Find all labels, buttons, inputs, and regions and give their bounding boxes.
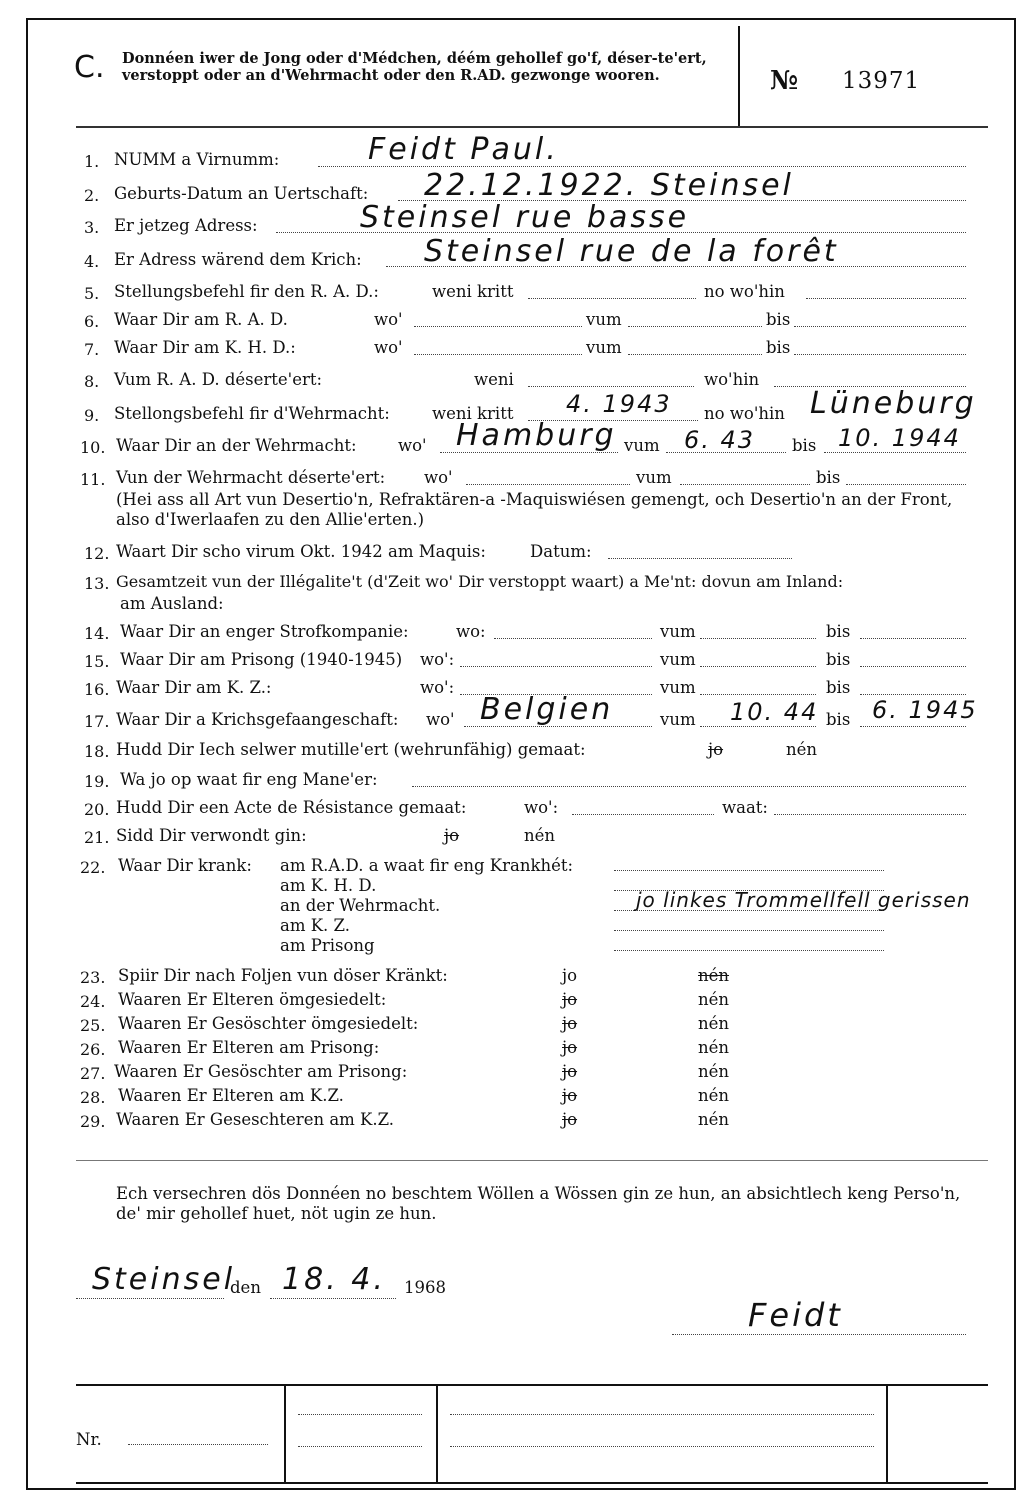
row-number: 1. [84, 152, 100, 171]
field-sublabel: wo' [374, 338, 403, 357]
option-no: nén [786, 740, 818, 759]
row-number: 4. [84, 252, 100, 271]
field-label: Vun der Wehrmacht déserte'ert: [116, 468, 386, 487]
dotted-line [450, 1414, 874, 1415]
dotted-line [298, 1414, 422, 1415]
field-sublabel: vum [660, 710, 696, 729]
field-sublabel: wo': [524, 798, 559, 817]
dotted-line [824, 452, 966, 453]
field-sublabel: vum [660, 650, 696, 669]
form-title: Donnéen iwer de Jong oder d'Médchen, déém gehollef go'f, déser-te'ert, verstoppt oder an d'Wehrmacht oder den R.AD. gezwonge wooren. [122, 50, 707, 84]
handwritten-place: Steinsel [92, 1262, 236, 1297]
field-sublabel: vum [586, 338, 622, 357]
header-rule [76, 126, 988, 128]
dotted-line [494, 638, 652, 639]
field-sublabel: wo' [426, 710, 455, 729]
row-number: 20. [84, 800, 110, 819]
row-number: 29. [80, 1112, 106, 1131]
field-sublabel: wo' [374, 310, 403, 329]
field-label: Gesamtzeit vun der Illégalite't (d'Zeit wo' Dir verstoppt waart) a Me'nt: dovun am Inland: [116, 572, 844, 591]
section-letter: C. [74, 50, 105, 85]
signature: Feidt [748, 1296, 843, 1334]
field-sublabel: wo' [424, 468, 453, 487]
field-sublabel: bis [826, 710, 851, 729]
row-number: 26. [80, 1040, 106, 1059]
field-label: Waaren Er Elteren am K.Z. [118, 1086, 344, 1105]
dotted-line [700, 726, 816, 727]
dotted-line [806, 298, 966, 299]
handwritten-name: Feidt Paul. [368, 132, 559, 167]
option-no: nén [698, 1062, 730, 1081]
option-yes: jo [562, 1062, 578, 1081]
field-label: Spiir Dir nach Foljen vun döser Kränkt: [118, 966, 448, 985]
dotted-line [794, 354, 966, 355]
dotted-line [794, 326, 966, 327]
dotted-line [774, 814, 966, 815]
row-number: 17. [84, 712, 110, 731]
dotted-line [412, 786, 966, 787]
handwritten-value: 4. 1943 [566, 390, 672, 418]
field-sublabel: no wo'hin [704, 404, 785, 423]
option-yes: jo [562, 1110, 578, 1129]
dotted-line [700, 638, 816, 639]
option-yes: jo [444, 826, 460, 845]
dotted-line [860, 638, 966, 639]
dotted-line [414, 326, 582, 327]
dotted-line [466, 484, 630, 485]
option-no: nén [698, 1110, 730, 1129]
field-sublabel: am K. H. D. [280, 876, 377, 895]
dotted-line [528, 386, 694, 387]
field-label: Waar Dir am Prisong (1940-1945) [120, 650, 403, 669]
row-number: 24. [80, 992, 106, 1011]
row-number: 15. [84, 652, 110, 671]
field-label: Waar Dir an enger Strofkompanie: [120, 622, 409, 641]
option-no: nén [698, 1014, 730, 1033]
field-sublabel: bis [826, 622, 851, 641]
dotted-line [528, 298, 696, 299]
row-number: 11. [80, 470, 106, 489]
row-number: 10. [80, 438, 106, 457]
field-sublabel: wo' [398, 436, 427, 455]
field-label: Waar Dir am K. H. D.: [114, 338, 296, 357]
row-number: 18. [84, 742, 110, 761]
row-number: 28. [80, 1088, 106, 1107]
field-label-address: Er jetzeg Adress: [114, 216, 258, 235]
field-label-war-address: Er Adress wärend dem Krich: [114, 250, 362, 269]
field-sublabel: wo': [420, 650, 455, 669]
field-sublabel: weni kritt [432, 404, 514, 423]
field-label: Vum R. A. D. déserte'ert: [114, 370, 323, 389]
row-number: 5. [84, 284, 100, 303]
field-sublabel: bis [766, 310, 791, 329]
option-no: nén [698, 990, 730, 1009]
dotted-line [614, 950, 884, 951]
field-note: (Hei ass all Art vun Desertio'n, Refraktären-a -Maquiswiésen gemengt, och Desertio'n an der Front, also d'Iwerlaafen zu den Allie'erten.) [116, 490, 953, 529]
dotted-line [628, 326, 762, 327]
option-no: nén [698, 1038, 730, 1057]
dotted-line [450, 1446, 874, 1447]
dotted-line [572, 814, 714, 815]
field-label: Waaren Er Elteren ömgesiedelt: [118, 990, 387, 1009]
field-label: Waar Dir an der Wehrmacht: [116, 436, 357, 455]
nr-label: Nr. [76, 1430, 102, 1449]
field-sublabel: Datum: [530, 542, 592, 561]
row-number: 23. [80, 968, 106, 987]
row-number: 7. [84, 340, 100, 359]
field-label: Wa jo op waat fir eng Mane'er: [120, 770, 378, 789]
field-sublabel: vum [660, 678, 696, 697]
year-label: 1968 [404, 1278, 446, 1297]
dotted-line [700, 666, 816, 667]
option-no: nén [524, 826, 556, 845]
dotted-line [460, 666, 652, 667]
field-sublabel: waat: [722, 798, 768, 817]
row-number: 9. [84, 406, 100, 425]
table-column-divider [284, 1386, 286, 1482]
option-no: nén [698, 1086, 730, 1105]
dotted-line [628, 354, 762, 355]
dotted-line [270, 1298, 396, 1299]
field-label-birth: Geburts-Datum an Uertschaft: [114, 184, 369, 203]
field-label: Sidd Dir verwondt gin: [116, 826, 307, 845]
dotted-line [860, 666, 966, 667]
field-label: Waar Dir a Krichsgefaangeschaft: [116, 710, 399, 729]
field-sublabel: wo: [456, 622, 486, 641]
field-sublabel: bis [766, 338, 791, 357]
row-number: 27. [80, 1064, 106, 1083]
field-label: Waaren Er Gesöschter am Prisong: [114, 1062, 408, 1081]
row-number: 8. [84, 372, 100, 391]
field-label: Waar Dir am K. Z.: [116, 678, 272, 697]
option-yes: jo [562, 1086, 578, 1105]
field-sublabel: am Ausland: [120, 594, 224, 613]
field-label: Hudd Dir Iech selwer mutille'ert (wehrunfähig) gemaat: [116, 740, 586, 759]
dotted-line [128, 1444, 268, 1445]
field-sublabel: wo'hin [704, 370, 760, 389]
dotted-line [414, 354, 582, 355]
field-sublabel: am K. Z. [280, 916, 350, 935]
dotted-line [860, 694, 966, 695]
option-no: nén [698, 966, 730, 985]
declaration-text: Ech versechren dös Donnéen no beschtem Wöllen a Wössen gin ze hun, an absichtlech keng Perso'n, de' mir gehollef huet, nöt ugin ze hun. [116, 1184, 961, 1223]
row-number: 6. [84, 312, 100, 331]
row-number: 3. [84, 218, 100, 237]
row-number: 14. [84, 624, 110, 643]
row-number: 13. [84, 574, 110, 593]
dotted-line [614, 870, 884, 871]
row-number: 12. [84, 544, 110, 563]
field-label: Waar Dir krank: [118, 856, 252, 875]
field-sublabel: vum [586, 310, 622, 329]
section-rule [76, 1160, 988, 1161]
field-sublabel: am R.A.D. a waat fir eng Krankhét: [280, 856, 574, 875]
den-label: den [230, 1278, 261, 1297]
field-label: Stellongsbefehl fir d'Wehrmacht: [114, 404, 390, 423]
handwritten-value: Lüneburg [810, 386, 977, 421]
dotted-line [614, 930, 884, 931]
handwritten-value: 10. 44 [730, 698, 819, 726]
field-sublabel: an der Wehrmacht. [280, 896, 441, 915]
handwritten-value: 10. 1944 [838, 424, 961, 452]
field-sublabel: bis [792, 436, 817, 455]
dotted-line [298, 1446, 422, 1447]
option-yes: jo [708, 740, 724, 759]
handwritten-value: 6. 1945 [872, 696, 978, 724]
row-number: 16. [84, 680, 110, 699]
row-number: 25. [80, 1016, 106, 1035]
option-yes: jo [562, 966, 578, 985]
handwritten-birth: 22.12.1922. Steinsel [424, 168, 794, 203]
row-number: 22. [80, 858, 106, 877]
footer-table [76, 1384, 988, 1484]
field-label-name: NUMM a Virnumm: [114, 150, 280, 169]
field-label: Stellungsbefehl fir den R. A. D.: [114, 282, 379, 301]
handwritten-value: Belgien [480, 692, 614, 727]
dotted-line [846, 484, 966, 485]
form-number: 13971 [842, 68, 921, 94]
dotted-line [76, 1298, 224, 1299]
handwritten-address: Steinsel rue basse [360, 200, 690, 235]
field-sublabel: wo': [420, 678, 455, 697]
field-label: Waaren Er Elteren am Prisong: [118, 1038, 380, 1057]
handwritten-war-address: Steinsel rue de la forêt [424, 234, 839, 269]
handwritten-illness: jo linkes Trommellfell gerissen [636, 888, 971, 912]
field-sublabel: vum [660, 622, 696, 641]
field-label: Waaren Er Geseschteren am K.Z. [116, 1110, 395, 1129]
field-sublabel: bis [826, 650, 851, 669]
field-label: Waart Dir scho virum Okt. 1942 am Maquis: [116, 542, 486, 561]
row-number: 19. [84, 772, 110, 791]
header-divider [738, 26, 740, 126]
field-label: Waaren Er Gesöschter ömgesiedelt: [118, 1014, 419, 1033]
field-label: Hudd Dir een Acte de Résistance gemaat: [116, 798, 467, 817]
table-column-divider [886, 1386, 888, 1482]
row-number: 2. [84, 186, 100, 205]
field-sublabel: bis [816, 468, 841, 487]
field-sublabel: vum [636, 468, 672, 487]
option-yes: jo [562, 1014, 578, 1033]
field-sublabel: bis [826, 678, 851, 697]
handwritten-date: 18. 4. [282, 1262, 386, 1297]
dotted-line [608, 558, 792, 559]
field-sublabel: weni kritt [432, 282, 514, 301]
handwritten-value: Hamburg [456, 418, 617, 453]
dotted-line [680, 484, 810, 485]
dotted-line [700, 694, 816, 695]
field-sublabel: no wo'hin [704, 282, 785, 301]
handwritten-value: 6. 43 [684, 426, 756, 454]
row-number: 21. [84, 828, 110, 847]
table-column-divider [436, 1386, 438, 1482]
signature-line [672, 1334, 966, 1335]
number-sign: № [770, 66, 799, 96]
dotted-line [860, 726, 966, 727]
option-yes: jo [562, 990, 578, 1009]
field-sublabel: am Prisong [280, 936, 375, 955]
option-yes: jo [562, 1038, 578, 1057]
field-sublabel: weni [474, 370, 514, 389]
field-sublabel: vum [624, 436, 660, 455]
field-label: Waar Dir am R. A. D. [114, 310, 288, 329]
